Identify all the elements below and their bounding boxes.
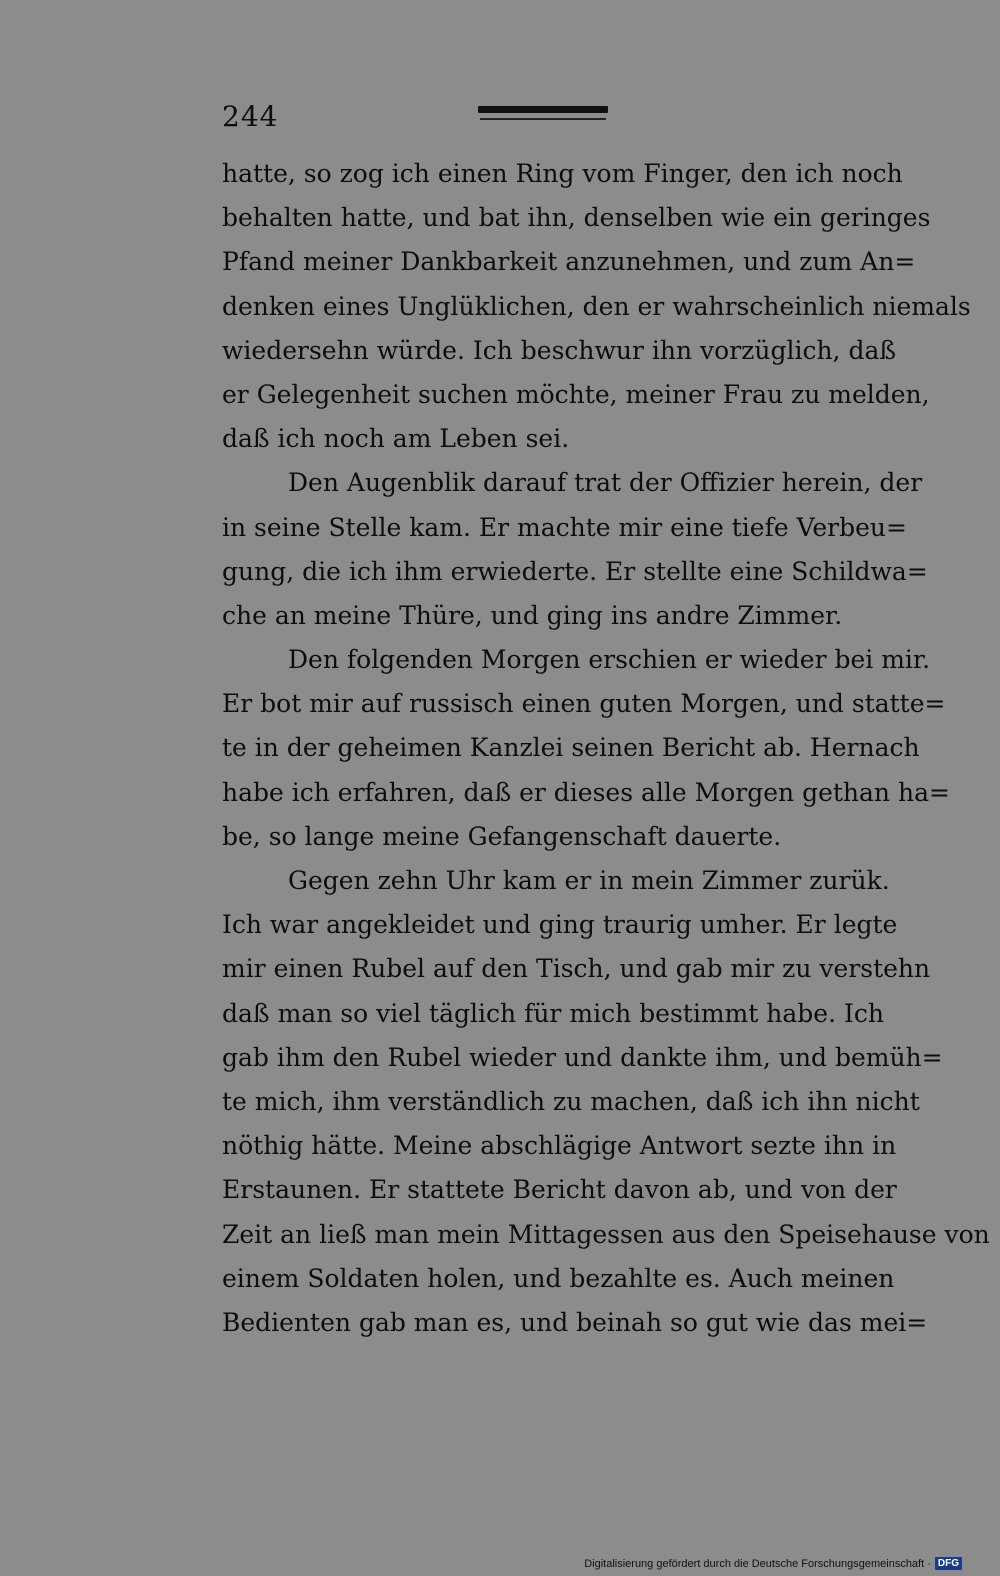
header-rule bbox=[478, 106, 608, 124]
page-number: 244 bbox=[222, 100, 279, 133]
text-line: hatte, so zog ich einen Ring vom Finger, den ich noch bbox=[222, 159, 903, 188]
text-line: er Gelegenheit suchen möchte, meiner Frau zu melden, bbox=[222, 379, 930, 409]
header-rule-thin bbox=[480, 118, 606, 120]
text-line: Er bot mir auf russisch einen guten Morgen, und statte= bbox=[222, 689, 946, 719]
text-line: daß ich noch am Leben sei. bbox=[222, 424, 570, 454]
text-line: te mich, ihm verständlich zu machen, daß ich ihn nicht bbox=[222, 1086, 920, 1116]
text-line: einem Soldaten holen, und bezahlte es. Auch meinen bbox=[222, 1263, 895, 1293]
text-line: habe ich erfahren, daß er dieses alle Morgen gethan ha= bbox=[222, 777, 950, 807]
text-line: gab ihm den Rubel wieder und dankte ihm, und bemüh= bbox=[222, 1042, 943, 1072]
paragraph-start-line: Den Augenblik darauf trat der Offizier herein, der bbox=[288, 468, 923, 498]
text-line: wiedersehn würde. Ich beschwur ihn vorzüglich, daß bbox=[222, 335, 897, 365]
text-line: mir einen Rubel auf den Tisch, und gab mir zu verstehn bbox=[222, 954, 931, 984]
text-line: Zeit an ließ man mein Mittagessen aus den Speisehause von bbox=[222, 1219, 990, 1249]
paragraph-start-line: Den folgenden Morgen erschien er wieder bei mir. bbox=[288, 645, 931, 675]
text-line: Ich war angekleidet und ging traurig umher. Er legte bbox=[222, 910, 898, 940]
text-line: denken eines Unglüklichen, den er wahrscheinlich niemals bbox=[222, 291, 971, 321]
header-rule-thick bbox=[478, 106, 608, 113]
text-line: che an meine Thüre, und ging ins andre Zimmer. bbox=[222, 600, 843, 630]
text-line: daß man so viel täglich für mich bestimmt habe. Ich bbox=[222, 998, 884, 1028]
text-line: nöthig hätte. Meine abschlägige Antwort sezte ihn in bbox=[222, 1131, 897, 1161]
body-text bbox=[222, 152, 990, 1345]
dfg-logo: DFG bbox=[935, 1557, 962, 1570]
text-line: be, so lange meine Gefangenschaft dauerte. bbox=[222, 821, 782, 851]
text-line: Erstaunen. Er stattete Bericht davon ab, und von der bbox=[222, 1175, 897, 1205]
text-line: te in der geheimen Kanzlei seinen Bericht ab. Hernach bbox=[222, 733, 920, 763]
text-line: Pfand meiner Dankbarkeit anzunehmen, und zum An= bbox=[222, 247, 916, 277]
text-line: gung, die ich ihm erwiederte. Er stellte eine Schildwa= bbox=[222, 556, 928, 586]
text-line: Bedienten gab man es, und beinah so gut wie das mei= bbox=[222, 1307, 928, 1337]
footer-text: Digitalisierung gefördert durch die Deutsche Forschungsgemeinschaft · bbox=[584, 1557, 931, 1570]
paragraph-start-line: Gegen zehn Uhr kam er in mein Zimmer zurük. bbox=[288, 866, 890, 895]
text-line: in seine Stelle kam. Er machte mir eine tiefe Verbeu= bbox=[222, 512, 907, 542]
text-line: behalten hatte, und bat ihn, denselben wie ein geringes bbox=[222, 203, 931, 233]
digitization-footer bbox=[584, 1557, 962, 1570]
